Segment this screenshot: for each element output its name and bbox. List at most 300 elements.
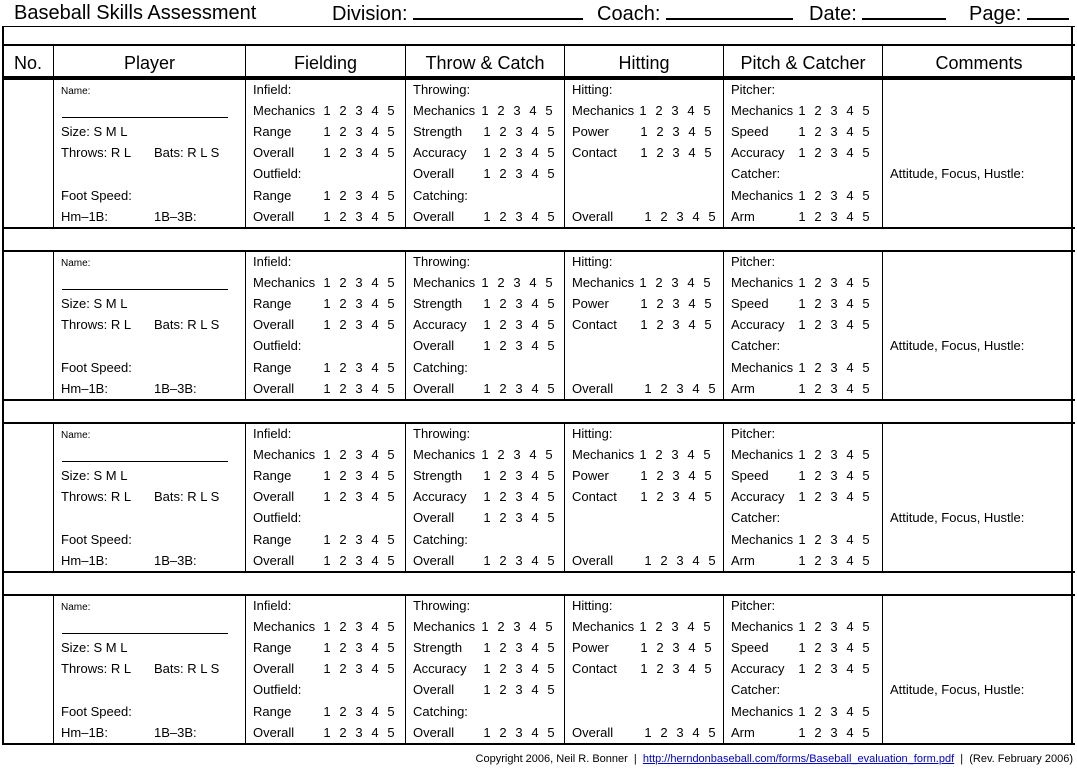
rating-option[interactable]: 3 [830,124,838,139]
pitcher-speed-rating[interactable] [794,296,874,312]
rating-option[interactable]: 2 [339,619,347,634]
hitting-contact-rating[interactable] [636,145,716,161]
hitting-overall-rating[interactable] [640,553,720,569]
infield-mechanics-rating[interactable] [319,447,399,463]
rating-option[interactable]: 4 [846,532,854,547]
rating-option[interactable]: 1 [644,381,652,396]
rating-option[interactable]: 3 [515,145,523,160]
rating-option[interactable]: 1 [798,381,806,396]
rating-option[interactable]: 4 [687,619,695,634]
pitcher-mechanics-rating[interactable] [794,275,874,291]
rating-option[interactable]: 4 [846,704,854,719]
rating-option[interactable]: 5 [547,640,555,655]
comments-cell[interactable] [882,252,1075,399]
pitcher-accuracy-rating[interactable] [794,317,874,333]
number-cell[interactable] [3,424,53,571]
rating-option[interactable]: 5 [703,619,711,634]
rating-option[interactable]: 3 [355,296,363,311]
throwing-strength-rating[interactable] [479,124,559,140]
rating-option[interactable]: 4 [846,317,854,332]
rating-option[interactable]: 5 [387,725,395,740]
rating-option[interactable]: 5 [547,553,555,568]
rating-option[interactable]: 4 [531,209,539,224]
name-blank[interactable] [62,461,228,462]
rating-option[interactable]: 5 [387,381,395,396]
rating-option[interactable]: 1 [323,619,331,634]
outfield-overall-rating[interactable] [319,209,399,225]
rating-option[interactable]: 5 [703,447,711,462]
rating-option[interactable]: 4 [531,510,539,525]
rating-option[interactable]: 3 [676,725,684,740]
rating-option[interactable]: 3 [515,166,523,181]
rating-option[interactable]: 5 [862,489,870,504]
rating-option[interactable]: 3 [515,725,523,740]
rating-option[interactable]: 2 [339,317,347,332]
rating-option[interactable]: 5 [704,145,712,160]
rating-option[interactable]: 3 [671,447,679,462]
rating-option[interactable]: 5 [547,468,555,483]
rating-option[interactable]: 4 [371,296,379,311]
rating-option[interactable]: 3 [515,296,523,311]
rating-option[interactable]: 5 [545,447,553,462]
rating-option[interactable]: 1 [323,275,331,290]
rating-option[interactable]: 5 [387,704,395,719]
rating-option[interactable]: 3 [513,275,521,290]
rating-option[interactable]: 4 [371,489,379,504]
rating-option[interactable]: 5 [547,725,555,740]
rating-option[interactable]: 2 [814,145,822,160]
rating-option[interactable]: 2 [656,489,664,504]
rating-option[interactable]: 1 [323,103,331,118]
rating-option[interactable]: 1 [798,275,806,290]
rating-option[interactable]: 5 [547,661,555,676]
rating-option[interactable]: 3 [671,275,679,290]
infield-overall-rating[interactable] [319,661,399,677]
rating-option[interactable]: 3 [515,682,523,697]
rating-option[interactable]: 3 [515,338,523,353]
rating-option[interactable]: 1 [323,661,331,676]
rating-option[interactable]: 3 [830,381,838,396]
rating-option[interactable]: 4 [846,619,854,634]
rating-option[interactable]: 5 [708,209,716,224]
rating-option[interactable]: 3 [676,553,684,568]
rating-option[interactable]: 3 [515,124,523,139]
hitting-contact-rating[interactable] [636,317,716,333]
rating-option[interactable]: 1 [481,619,489,634]
rating-option[interactable]: 5 [545,619,553,634]
rating-option[interactable]: 1 [798,103,806,118]
rating-option[interactable]: 2 [656,124,664,139]
hitting-contact-rating[interactable] [636,661,716,677]
rating-option[interactable]: 5 [704,296,712,311]
rating-option[interactable]: 1 [483,489,491,504]
catcher-mechanics-rating[interactable] [794,704,874,720]
rating-option[interactable]: 5 [704,124,712,139]
rating-option[interactable]: 4 [531,124,539,139]
rating-option[interactable]: 2 [814,704,822,719]
rating-option[interactable]: 4 [371,468,379,483]
rating-option[interactable]: 2 [814,661,822,676]
rating-option[interactable]: 3 [355,725,363,740]
rating-option[interactable]: 5 [862,188,870,203]
rating-option[interactable]: 2 [499,296,507,311]
rating-option[interactable]: 5 [703,103,711,118]
catching-overall-rating[interactable] [479,381,559,397]
rating-option[interactable]: 5 [387,553,395,568]
rating-option[interactable]: 4 [846,145,854,160]
infield-mechanics-rating[interactable] [319,619,399,635]
infield-range-rating[interactable] [319,296,399,312]
rating-option[interactable]: 1 [483,661,491,676]
rating-option[interactable]: 2 [814,317,822,332]
number-cell[interactable] [3,252,53,399]
rating-option[interactable]: 4 [531,381,539,396]
rating-option[interactable]: 5 [387,360,395,375]
rating-option[interactable]: 3 [672,296,680,311]
hitting-power-rating[interactable] [636,296,716,312]
rating-option[interactable]: 3 [515,553,523,568]
rating-option[interactable]: 4 [371,124,379,139]
rating-option[interactable]: 2 [499,209,507,224]
rating-option[interactable]: 2 [339,532,347,547]
rating-option[interactable]: 1 [798,532,806,547]
rating-option[interactable]: 3 [355,381,363,396]
rating-option[interactable]: 3 [830,447,838,462]
rating-option[interactable]: 2 [339,360,347,375]
throwing-accuracy-rating[interactable] [479,661,559,677]
rating-option[interactable]: 2 [339,296,347,311]
rating-option[interactable]: 1 [323,532,331,547]
rating-option[interactable]: 2 [655,619,663,634]
rating-option[interactable]: 1 [644,209,652,224]
hitting-mechanics-rating[interactable] [635,447,715,463]
rating-option[interactable]: 4 [531,145,539,160]
rating-option[interactable]: 2 [499,166,507,181]
rating-option[interactable]: 4 [529,619,537,634]
rating-option[interactable]: 4 [531,317,539,332]
pitcher-accuracy-rating[interactable] [794,489,874,505]
comments-cell[interactable] [882,80,1075,227]
rating-option[interactable]: 2 [814,381,822,396]
rating-option[interactable]: 1 [640,124,648,139]
hitting-overall-rating[interactable] [640,209,720,225]
rating-option[interactable]: 2 [814,447,822,462]
rating-option[interactable]: 2 [814,619,822,634]
rating-option[interactable]: 5 [387,124,395,139]
number-cell[interactable] [3,596,53,743]
catcher-arm-rating[interactable] [794,725,874,741]
throwing-strength-rating[interactable] [479,468,559,484]
rating-option[interactable]: 5 [862,209,870,224]
rating-option[interactable]: 1 [639,103,647,118]
catcher-mechanics-rating[interactable] [794,532,874,548]
rating-option[interactable]: 2 [656,661,664,676]
rating-option[interactable]: 1 [644,725,652,740]
pitcher-accuracy-rating[interactable] [794,661,874,677]
rating-option[interactable]: 1 [323,188,331,203]
rating-option[interactable]: 3 [830,103,838,118]
hitting-mechanics-rating[interactable] [635,275,715,291]
rating-option[interactable]: 4 [846,553,854,568]
rating-option[interactable]: 4 [687,447,695,462]
rating-option[interactable]: 5 [547,209,555,224]
rating-option[interactable]: 1 [481,103,489,118]
number-cell[interactable] [3,80,53,227]
rating-option[interactable]: 2 [660,381,668,396]
rating-option[interactable]: 4 [846,209,854,224]
pitcher-speed-rating[interactable] [794,468,874,484]
rating-option[interactable]: 5 [547,510,555,525]
rating-option[interactable]: 4 [371,553,379,568]
throwing-overall-rating[interactable] [479,166,559,182]
rating-option[interactable]: 2 [339,725,347,740]
rating-option[interactable]: 4 [371,381,379,396]
rating-option[interactable]: 4 [371,532,379,547]
rating-option[interactable]: 2 [499,338,507,353]
rating-option[interactable]: 5 [547,338,555,353]
rating-option[interactable]: 5 [704,468,712,483]
rating-option[interactable]: 4 [692,553,700,568]
rating-option[interactable]: 4 [371,209,379,224]
rating-option[interactable]: 4 [688,296,696,311]
rating-option[interactable]: 1 [640,296,648,311]
rating-option[interactable]: 4 [846,360,854,375]
rating-option[interactable]: 5 [708,553,716,568]
rating-option[interactable]: 3 [515,381,523,396]
rating-option[interactable]: 4 [371,103,379,118]
catcher-mechanics-rating[interactable] [794,188,874,204]
rating-option[interactable]: 2 [339,661,347,676]
rating-option[interactable]: 5 [708,725,716,740]
rating-option[interactable]: 5 [862,360,870,375]
rating-option[interactable]: 4 [371,619,379,634]
outfield-overall-rating[interactable] [319,553,399,569]
rating-option[interactable]: 4 [531,296,539,311]
rating-option[interactable]: 2 [339,275,347,290]
rating-option[interactable]: 5 [862,619,870,634]
pitcher-mechanics-rating[interactable] [794,103,874,119]
rating-option[interactable]: 1 [798,704,806,719]
date-blank[interactable] [862,0,946,20]
rating-option[interactable]: 2 [656,317,664,332]
rating-option[interactable]: 1 [323,468,331,483]
rating-option[interactable]: 5 [862,381,870,396]
infield-mechanics-rating[interactable] [319,275,399,291]
rating-option[interactable]: 3 [672,124,680,139]
rating-option[interactable]: 5 [862,275,870,290]
rating-option[interactable]: 2 [339,704,347,719]
rating-option[interactable]: 4 [531,338,539,353]
throwing-strength-rating[interactable] [479,296,559,312]
rating-option[interactable]: 5 [862,640,870,655]
rating-option[interactable]: 5 [387,489,395,504]
rating-option[interactable]: 1 [640,489,648,504]
rating-option[interactable]: 3 [830,468,838,483]
rating-option[interactable]: 1 [483,124,491,139]
outfield-range-rating[interactable] [319,704,399,720]
rating-option[interactable]: 5 [862,145,870,160]
rating-option[interactable]: 3 [355,275,363,290]
rating-option[interactable]: 2 [499,661,507,676]
rating-option[interactable]: 2 [339,447,347,462]
rating-option[interactable]: 4 [846,640,854,655]
rating-option[interactable]: 1 [639,619,647,634]
infield-overall-rating[interactable] [319,145,399,161]
rating-option[interactable]: 3 [676,381,684,396]
hitting-power-rating[interactable] [636,124,716,140]
rating-option[interactable]: 1 [798,725,806,740]
rating-option[interactable]: 3 [830,145,838,160]
rating-option[interactable]: 4 [846,661,854,676]
rating-option[interactable]: 2 [497,619,505,634]
rating-option[interactable]: 3 [515,317,523,332]
rating-option[interactable]: 3 [515,661,523,676]
rating-option[interactable]: 1 [481,447,489,462]
rating-option[interactable]: 3 [676,209,684,224]
rating-option[interactable]: 4 [531,682,539,697]
name-blank[interactable] [62,289,228,290]
rating-option[interactable]: 2 [499,553,507,568]
rating-option[interactable]: 3 [515,489,523,504]
infield-overall-rating[interactable] [319,489,399,505]
rating-option[interactable]: 3 [355,103,363,118]
catcher-mechanics-rating[interactable] [794,360,874,376]
rating-option[interactable]: 1 [323,145,331,160]
rating-option[interactable]: 2 [656,145,664,160]
throwing-accuracy-rating[interactable] [479,145,559,161]
rating-option[interactable]: 5 [387,468,395,483]
rating-option[interactable]: 2 [499,682,507,697]
rating-option[interactable]: 1 [323,640,331,655]
rating-option[interactable]: 4 [846,725,854,740]
rating-option[interactable]: 4 [846,275,854,290]
rating-option[interactable]: 1 [323,209,331,224]
catching-overall-rating[interactable] [479,553,559,569]
hitting-contact-rating[interactable] [636,489,716,505]
rating-option[interactable]: 4 [529,103,537,118]
pitcher-mechanics-rating[interactable] [794,447,874,463]
rating-option[interactable]: 4 [371,704,379,719]
rating-option[interactable]: 1 [483,338,491,353]
throwing-overall-rating[interactable] [479,338,559,354]
hitting-overall-rating[interactable] [640,381,720,397]
rating-option[interactable]: 1 [640,661,648,676]
rating-option[interactable]: 1 [323,553,331,568]
rating-option[interactable]: 4 [371,661,379,676]
rating-option[interactable]: 2 [339,209,347,224]
rating-option[interactable]: 5 [862,661,870,676]
throwing-strength-rating[interactable] [479,640,559,656]
rating-option[interactable]: 1 [640,468,648,483]
rating-option[interactable]: 4 [692,381,700,396]
throwing-mechanics-rating[interactable] [477,275,557,291]
outfield-range-rating[interactable] [319,532,399,548]
rating-option[interactable]: 2 [660,553,668,568]
rating-option[interactable]: 1 [483,640,491,655]
rating-option[interactable]: 5 [703,275,711,290]
rating-option[interactable]: 3 [830,725,838,740]
rating-option[interactable]: 3 [515,510,523,525]
rating-option[interactable]: 1 [323,704,331,719]
rating-option[interactable]: 1 [483,725,491,740]
rating-option[interactable]: 5 [547,166,555,181]
rating-option[interactable]: 1 [323,725,331,740]
rating-option[interactable]: 1 [483,209,491,224]
rating-option[interactable]: 4 [371,640,379,655]
rating-option[interactable]: 2 [655,447,663,462]
rating-option[interactable]: 4 [846,447,854,462]
rating-option[interactable]: 5 [387,532,395,547]
rating-option[interactable]: 3 [355,553,363,568]
rating-option[interactable]: 4 [529,447,537,462]
hitting-power-rating[interactable] [636,468,716,484]
infield-range-rating[interactable] [319,468,399,484]
rating-option[interactable]: 4 [531,553,539,568]
rating-option[interactable]: 4 [371,317,379,332]
rating-option[interactable]: 3 [515,468,523,483]
rating-option[interactable]: 1 [483,510,491,525]
rating-option[interactable]: 5 [387,619,395,634]
name-blank[interactable] [62,633,228,634]
rating-option[interactable]: 2 [497,447,505,462]
rating-option[interactable]: 3 [830,188,838,203]
rating-option[interactable]: 1 [323,296,331,311]
rating-option[interactable]: 5 [387,661,395,676]
pitcher-accuracy-rating[interactable] [794,145,874,161]
rating-option[interactable]: 5 [862,725,870,740]
rating-option[interactable]: 3 [671,103,679,118]
rating-option[interactable]: 1 [483,317,491,332]
rating-option[interactable]: 1 [481,275,489,290]
rating-option[interactable]: 3 [830,619,838,634]
rating-option[interactable]: 1 [798,317,806,332]
rating-option[interactable]: 2 [655,275,663,290]
rating-option[interactable]: 4 [371,360,379,375]
rating-option[interactable]: 1 [640,317,648,332]
rating-option[interactable]: 2 [655,103,663,118]
rating-option[interactable]: 4 [688,317,696,332]
rating-option[interactable]: 1 [323,360,331,375]
rating-option[interactable]: 1 [483,553,491,568]
rating-option[interactable]: 3 [355,145,363,160]
rating-option[interactable]: 3 [355,489,363,504]
rating-option[interactable]: 3 [830,317,838,332]
rating-option[interactable]: 3 [515,209,523,224]
rating-option[interactable]: 3 [355,188,363,203]
pitcher-mechanics-rating[interactable] [794,619,874,635]
rating-option[interactable]: 3 [830,661,838,676]
throwing-accuracy-rating[interactable] [479,489,559,505]
rating-option[interactable]: 2 [339,188,347,203]
rating-option[interactable]: 4 [692,725,700,740]
rating-option[interactable]: 4 [846,381,854,396]
rating-option[interactable]: 2 [339,489,347,504]
rating-option[interactable]: 2 [814,725,822,740]
rating-option[interactable]: 5 [387,103,395,118]
rating-option[interactable]: 5 [862,532,870,547]
rating-option[interactable]: 5 [862,553,870,568]
rating-option[interactable]: 5 [547,124,555,139]
rating-option[interactable]: 3 [830,532,838,547]
rating-option[interactable]: 2 [656,296,664,311]
rating-option[interactable]: 3 [513,103,521,118]
rating-option[interactable]: 1 [483,296,491,311]
rating-option[interactable]: 1 [798,619,806,634]
rating-option[interactable]: 3 [672,661,680,676]
outfield-overall-rating[interactable] [319,725,399,741]
rating-option[interactable]: 1 [323,317,331,332]
rating-option[interactable]: 3 [672,468,680,483]
